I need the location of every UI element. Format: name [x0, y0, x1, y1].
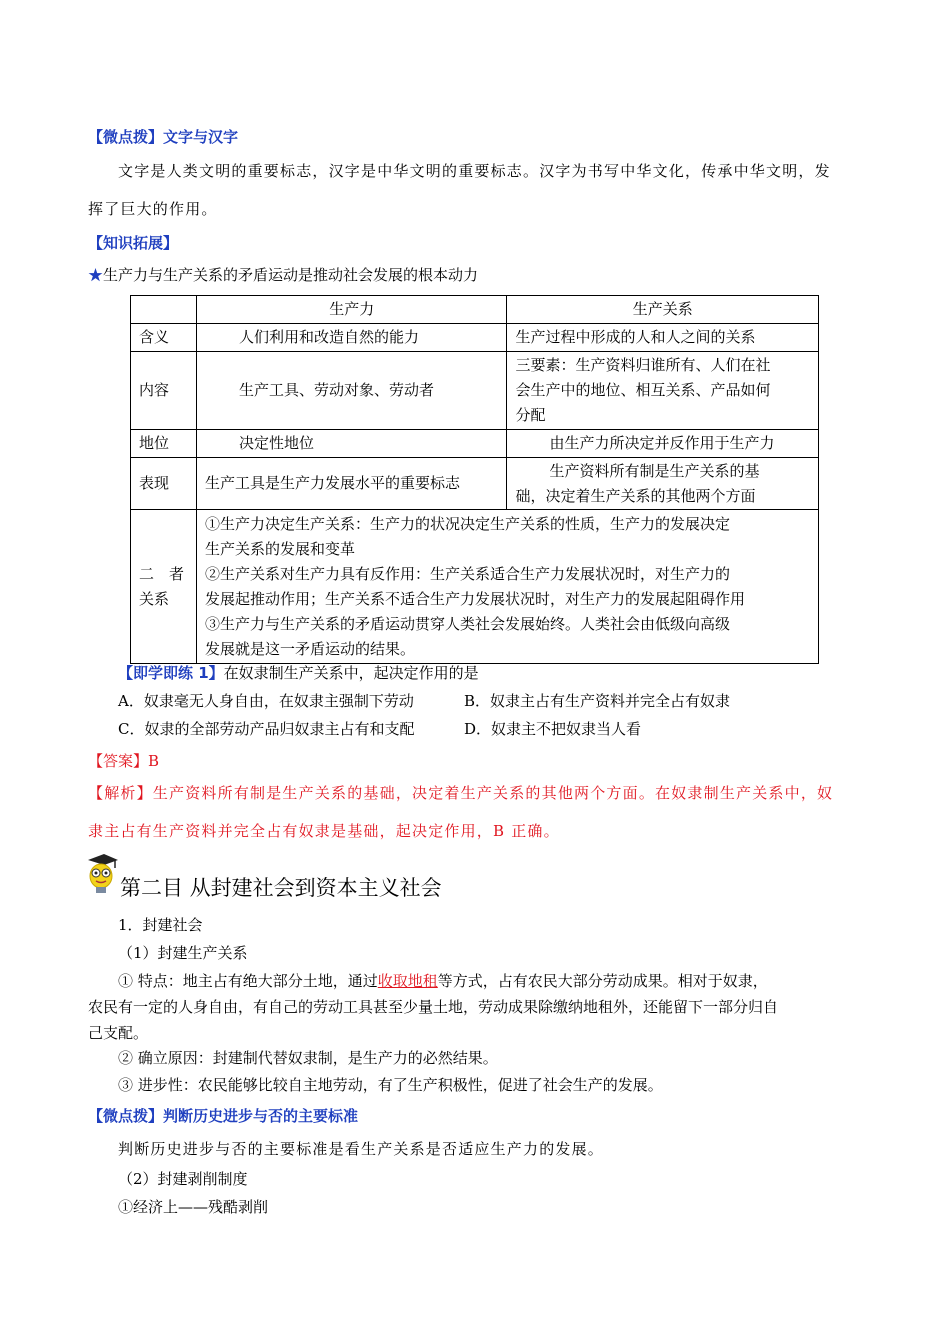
- tip-heading: 【微点拨】文字与汉字: [88, 128, 239, 146]
- tip-line-1: 文字是人类文明的重要标志，汉字是中华文明的重要标志。汉字为书写中华文化，传承中华文明，发: [118, 162, 831, 180]
- feature-line-1: ① 特点：地主占有绝大部分土地，通过收取地租等方式，占有农民大部分劳动成果。相对于奴隶，: [118, 972, 768, 990]
- scholar-bulb-icon: [84, 852, 120, 896]
- feature-line-3: 己支配。: [88, 1024, 149, 1042]
- table-row: 内容 生产工具、劳动对象、劳动者 三要素：生产资料归谁所有、人们在社 会生产中的地位、相互关系、产品如何 分配: [131, 352, 819, 430]
- answer: 【答案】B: [88, 752, 160, 770]
- subsection-1: 1．封建社会: [118, 916, 203, 934]
- ext-tag: 【知识拓展】: [88, 234, 179, 252]
- section-title: 第二目 从封建社会到资本主义社会: [120, 876, 442, 900]
- option-c: C．奴隶的全部劳动产品归奴隶主占有和支配: [118, 720, 415, 738]
- tip-line-2: 挥了巨大的作用。: [88, 200, 218, 218]
- option-b: B．奴隶主占有生产资料并完全占有奴隶: [464, 692, 731, 710]
- subsection-1-1: （1）封建生产关系: [118, 944, 248, 962]
- exercise-question: 【即学即练 1】在奴隶制生产关系中，起决定作用的是: [118, 664, 479, 682]
- reason-line: ② 确立原因：封建制代替奴隶制，是生产力的必然结果。: [118, 1049, 498, 1067]
- table-header-productivity: 生产力: [196, 296, 507, 324]
- table-row: 二 者 关系 ①生产力决定生产关系：生产力的状况决定生产关系的性质，生产力的发展决定 生产关系的发展和变革 ②生产关系对生产力具有反作用：生产关系适合生产力发展状况时，对生产力的 发展起推动作用；生产关系不适合生产力发展状况时，对生产力的发展起阻碍作用 ③生产力与生产关系的矛盾运动贯穿人类社会发展始终。人类社会由低级向高级 发展就是这一矛盾运动的结果。: [131, 510, 819, 664]
- feature-line-2: 农民有一定的人身自由，有自己的劳动工具甚至少量土地，劳动成果除缴纳地租外，还能留下一部分归自: [88, 998, 779, 1016]
- analysis-line-2: 隶主占有生产资料并完全占有奴隶是基础，起决定作用，B 正确。: [88, 822, 560, 840]
- tip2-heading: 【微点拨】判断历史进步与否的主要标准: [88, 1107, 359, 1125]
- star-icon: ★: [88, 266, 104, 284]
- ext-heading: ★生产力与生产关系的矛盾运动是推动社会发展的根本动力: [88, 266, 479, 284]
- economy-line: ①经济上——残酷剥削: [118, 1198, 269, 1216]
- knowledge-table: [130, 295, 819, 664]
- table-row: 地位 决定性地位 由生产力所决定并反作用于生产力: [131, 430, 819, 458]
- analysis-line-1: 【解析】生产资料所有制是生产关系的基础，决定着生产关系的其他两个方面。在奴隶制生产关系中，奴: [88, 784, 834, 802]
- tip2-line: 判断历史进步与否的主要标准是看生产关系是否适应生产力的发展。: [118, 1140, 605, 1158]
- option-d: D．奴隶主不把奴隶当人看: [464, 720, 642, 738]
- subsection-1-2: （2）封建剥削制度: [118, 1170, 248, 1188]
- table-row: 表现 生产工具是生产力发展水平的重要标志 生产资料所有制是生产关系的基 础，决定着生产关系的其他两个方面: [131, 458, 819, 510]
- rent-link: 收取地租: [377, 972, 438, 990]
- table-row: 含义 人们利用和改造自然的能力 生产过程中形成的人和人之间的关系: [131, 324, 819, 352]
- progress-line: ③ 进步性：农民能够比较自主地劳动，有了生产积极性，促进了社会生产的发展。: [118, 1076, 663, 1094]
- table-header-relations: 生产关系: [507, 296, 819, 324]
- option-a: A．奴隶毫无人身自由，在奴隶主强制下劳动: [118, 692, 414, 710]
